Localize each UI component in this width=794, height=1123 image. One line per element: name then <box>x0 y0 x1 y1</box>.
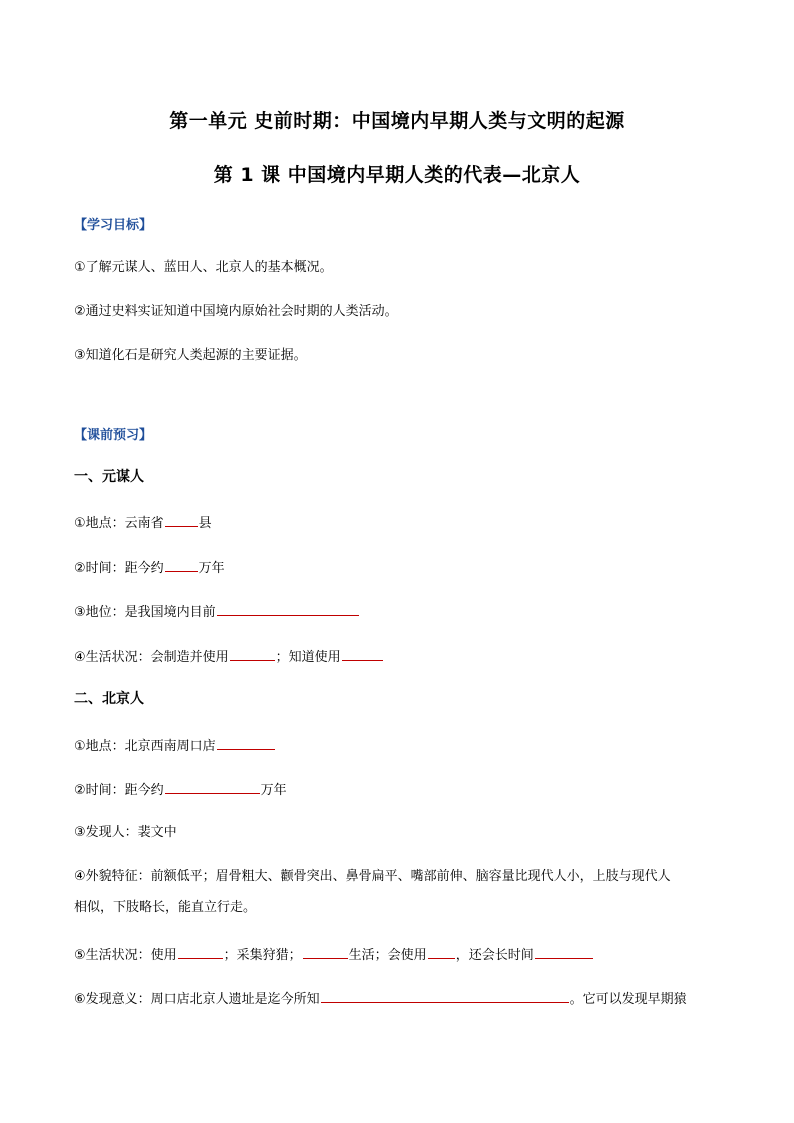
peking-life-part-4: ，还会长时间 <box>455 948 534 963</box>
peking-discoverer: ③发现人：裴文中 <box>74 825 177 840</box>
peking-life-line <box>74 943 594 966</box>
yuanmou-time-prefix: ②时间：距今约 <box>74 561 164 576</box>
yuanmou-time-blank[interactable] <box>165 556 198 572</box>
yuanmou-life-prefix: ④生活状况：会制造并使用 <box>74 650 229 665</box>
lesson-title: 第 1 课 中国境内早期人类的代表—北京人 <box>213 164 581 186</box>
yuanmou-life-middle: ；知道使用 <box>275 650 341 665</box>
yuanmou-location-blank[interactable] <box>165 511 198 527</box>
peking-time-suffix: 万年 <box>260 783 287 798</box>
peking-fire-blank[interactable] <box>428 943 455 959</box>
unit-title: 第一单元 史前时期：中国境内早期人类与文明的起源 <box>169 110 625 132</box>
peking-life-part-2: ；采集狩猎； <box>223 948 302 963</box>
peking-time-line <box>74 778 287 801</box>
peking-features-line-2: 相似，下肢略长，能直立行走。 <box>74 900 257 915</box>
peking-location-blank[interactable] <box>217 734 275 750</box>
yuanmou-status-prefix: ③地位：是我国境内目前 <box>74 605 216 620</box>
objective-item-1: ①了解元谋人、蓝田人、北京人的基本概况。 <box>74 260 333 275</box>
yuanmou-location-suffix: 县 <box>198 516 212 531</box>
yuanmou-location-prefix: ①地点：云南省 <box>74 516 164 531</box>
peking-significance-prefix: ⑥发现意义：周口店北京人遗址是迄今所知 <box>74 992 320 1007</box>
objective-item-2: ②通过史料实证知道中国境内原始社会时期的人类活动。 <box>74 304 398 319</box>
yuanmou-life-line <box>74 645 384 668</box>
yuanmou-time-line <box>74 556 225 579</box>
yuanmou-status-blank[interactable] <box>217 600 359 616</box>
yuanmou-heading: 一、元谋人 <box>74 469 144 485</box>
peking-tool-blank[interactable] <box>178 943 223 959</box>
peking-significance-suffix: 。它可以发现早期猿 <box>569 992 687 1007</box>
yuanmou-time-suffix: 万年 <box>198 561 225 576</box>
peking-location-prefix: ①地点：北京西南周口店 <box>74 739 216 754</box>
yuanmou-tool-blank[interactable] <box>230 645 275 661</box>
peking-preserve-blank[interactable] <box>535 943 593 959</box>
objective-item-3: ③知道化石是研究人类起源的主要证据。 <box>74 348 307 363</box>
preview-heading: 【课前预习】 <box>74 428 153 443</box>
peking-significance-blank[interactable] <box>321 987 569 1003</box>
peking-heading: 二、北京人 <box>74 691 144 707</box>
objectives-heading: 【学习目标】 <box>74 218 153 233</box>
peking-group-blank[interactable] <box>303 943 348 959</box>
peking-life-part-3: 生活；会使用 <box>348 948 427 963</box>
peking-life-part-1: ⑤生活状况：使用 <box>74 948 177 963</box>
yuanmou-location-line <box>74 511 212 534</box>
peking-time-prefix: ②时间：距今约 <box>74 783 164 798</box>
yuanmou-fire-blank[interactable] <box>342 645 383 661</box>
peking-location-line <box>74 734 276 757</box>
peking-time-blank[interactable] <box>165 778 260 794</box>
peking-features-line-1: ④外貌特征：前额低平；眉骨粗大、颧骨突出、鼻骨扁平、嘴部前伸、脑容量比现代人小，上肢与现代人 <box>74 869 671 884</box>
yuanmou-status-line <box>74 600 360 623</box>
peking-significance-line <box>74 987 687 1010</box>
